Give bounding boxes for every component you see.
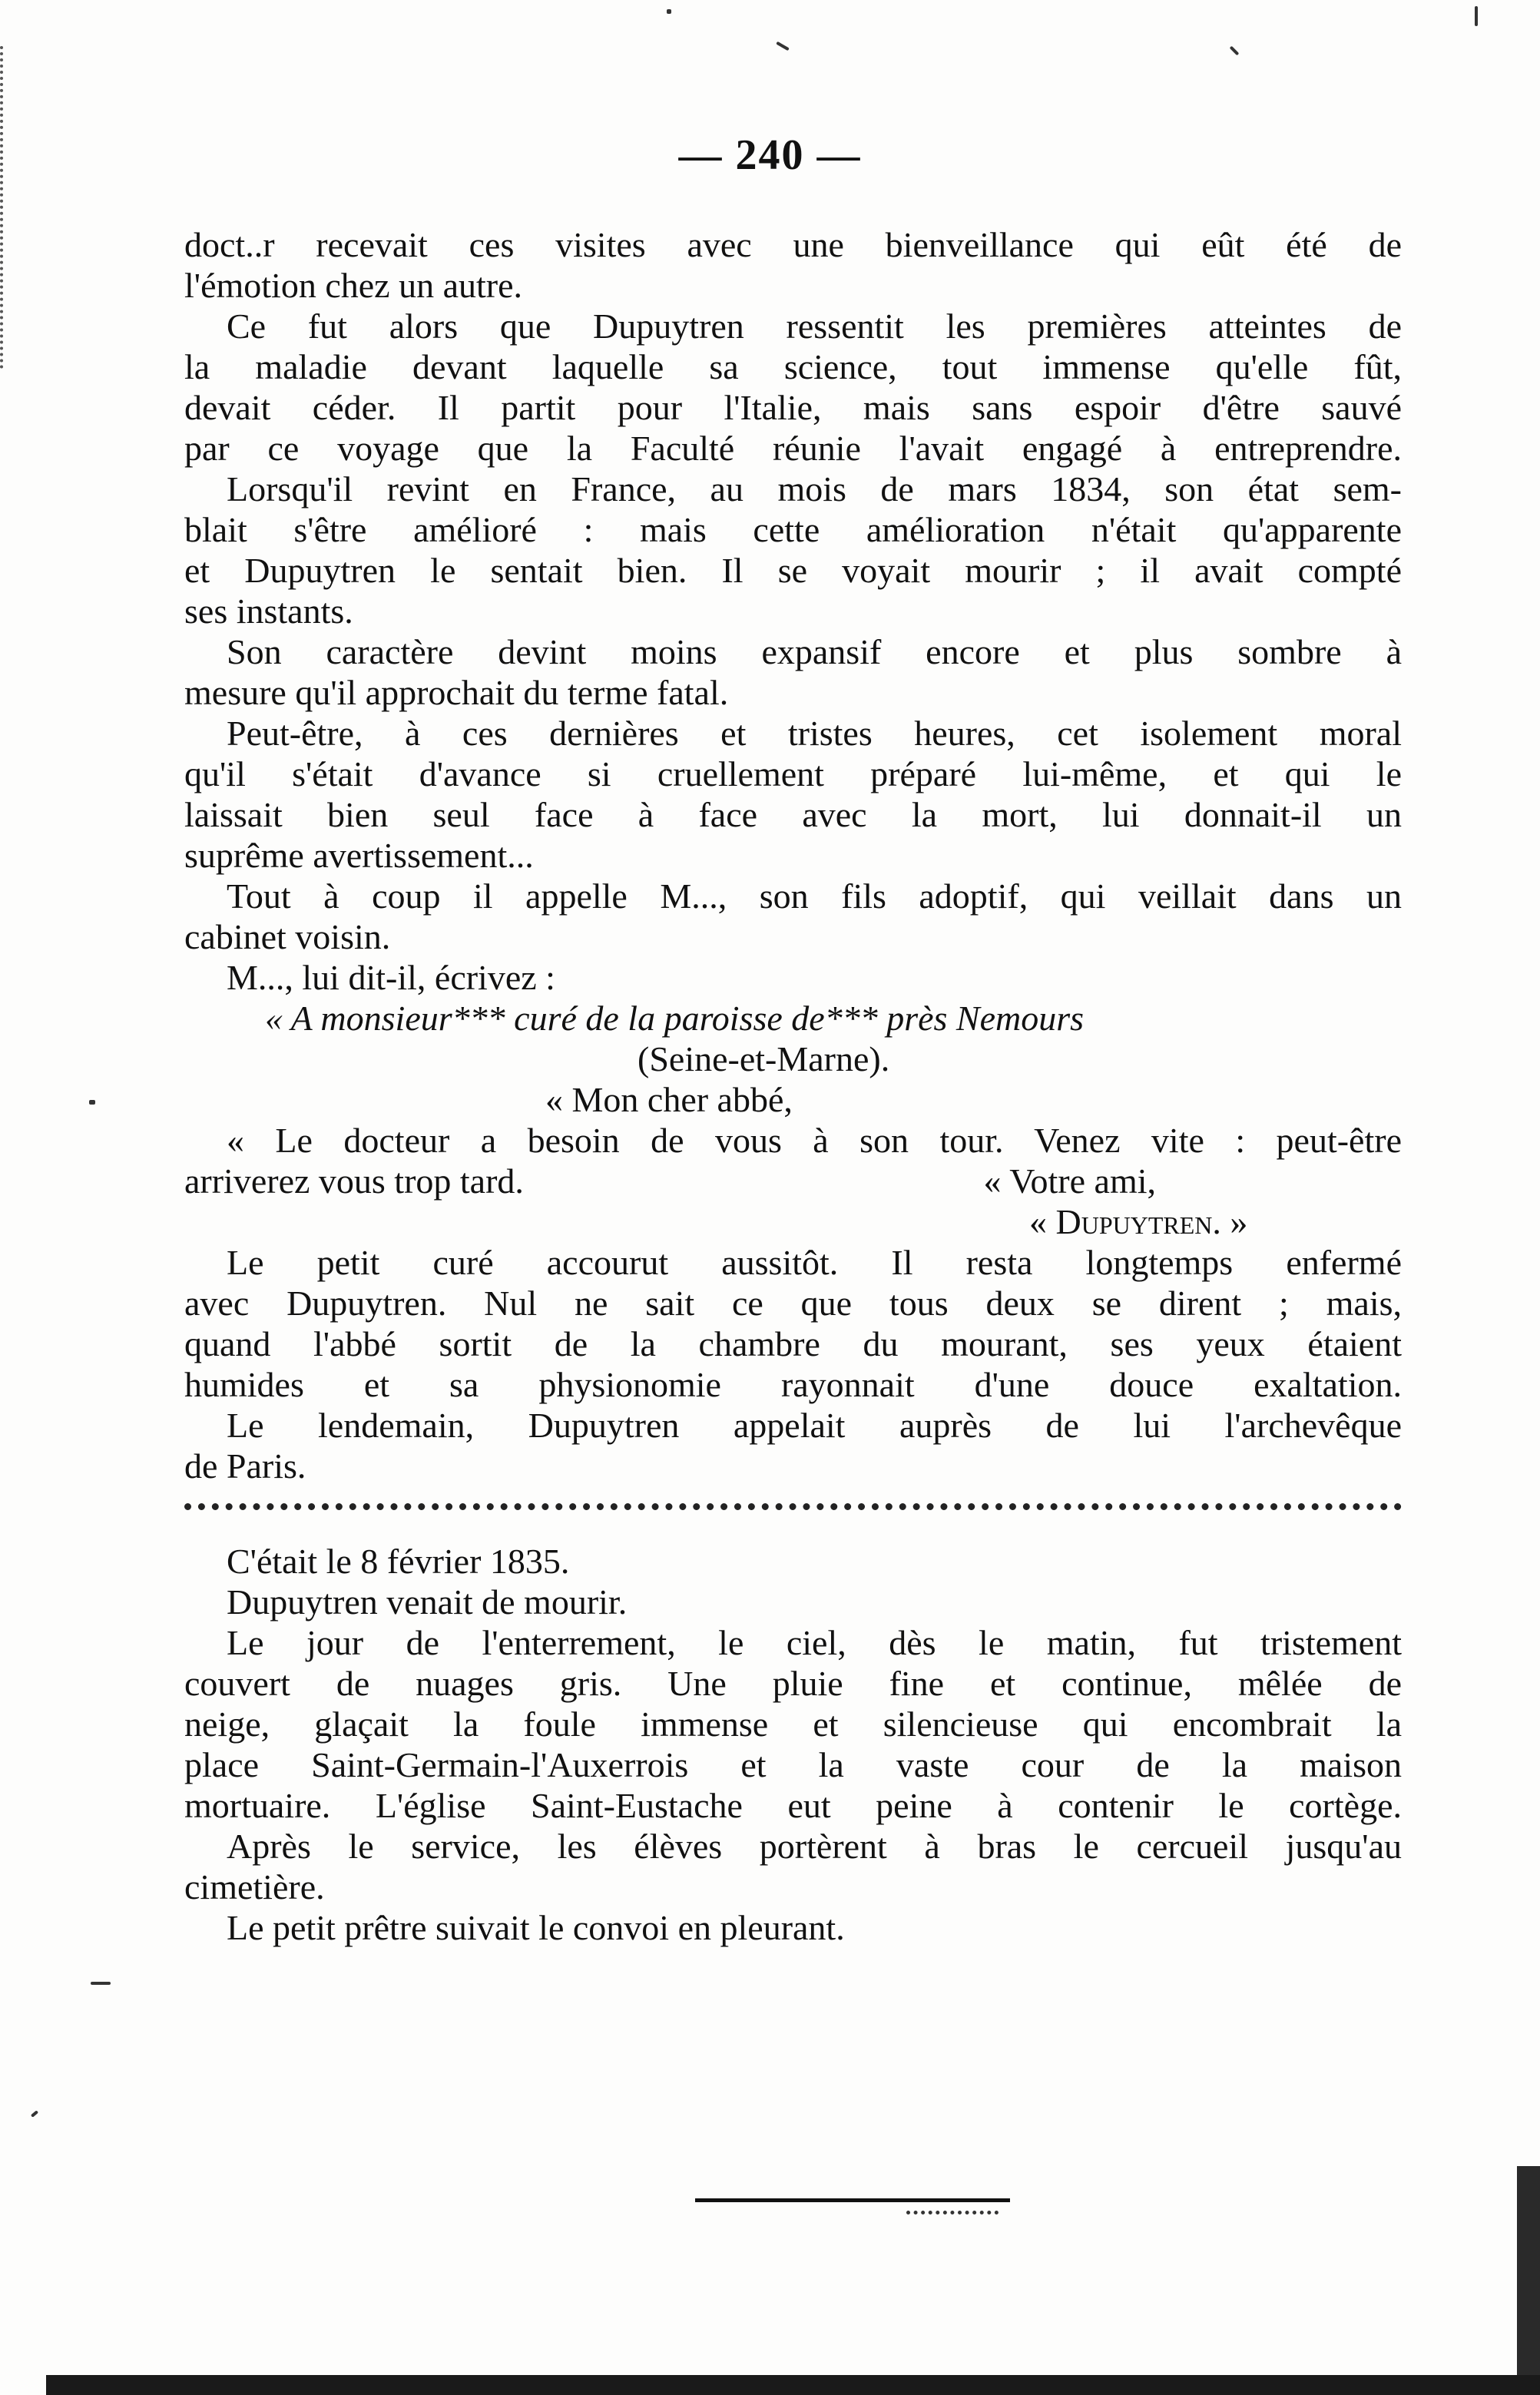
- text-line: Tout à coup il appelle M..., son fils adoptif, qui veillait dans un: [227, 876, 1402, 916]
- letter-body-end: arriverez vous trop tard.: [184, 1161, 524, 1201]
- text-line: mesure qu'il approchait du terme fatal.: [184, 673, 729, 712]
- text-line: qu'il s'était d'avance si cruellement préparé lui-même, et qui le: [184, 754, 1402, 793]
- text-line: Le petit prêtre suivait le convoi en pleurant.: [227, 1908, 845, 1947]
- scan-speck: [89, 1100, 95, 1105]
- text-line: laissait bien seul face à face avec la mort, lui donnait-il un: [184, 795, 1402, 834]
- letter-address: « A monsieur*** curé de la paroisse de*** près Nemours: [265, 999, 1085, 1038]
- text-line: M..., lui dit-il, écrivez :: [227, 958, 555, 997]
- text-line: Dupuytren venait de mourir.: [227, 1582, 628, 1622]
- text-line: Peut-être, à ces dernières et tristes heures, cet isolement moral: [227, 714, 1402, 753]
- text-line: C'était le 8 février 1835.: [227, 1542, 570, 1581]
- scan-edge-left: [0, 46, 8, 369]
- text-line: Le lendemain, Dupuytren appelait auprès de lui l'archevêque: [227, 1406, 1402, 1445]
- scan-speck: [31, 2110, 38, 2117]
- text-line: avec Dupuytren. Nul ne sait ce que tous deux se dirent ; mais,: [184, 1284, 1402, 1323]
- page-body: [184, 224, 1402, 1948]
- letter-salutation: « Mon cher abbé,: [545, 1080, 793, 1119]
- text-line: Après le service, les élèves portèrent à bras le cercueil jusqu'au: [227, 1827, 1402, 1866]
- text-line: Le jour de l'enterrement, le ciel, dès le matin, fut tristement: [227, 1623, 1402, 1662]
- letter-closing: « Votre ami,: [983, 1161, 1156, 1201]
- scan-speck: [1230, 46, 1240, 56]
- text-line: place Saint-Germain-l'Auxerrois et la vaste cour de la maison: [184, 1745, 1402, 1784]
- scan-edge-bottom: [46, 2375, 1540, 2395]
- text-line: et Dupuytren le sentait bien. Il se voyait mourir ; il avait compté: [184, 551, 1402, 590]
- text-line: quand l'abbé sortit de la chambre du mourant, ses yeux étaient: [184, 1324, 1402, 1363]
- section-divider: [184, 1503, 1402, 1518]
- text-line: de Paris.: [184, 1446, 306, 1486]
- scan-speck: [667, 9, 671, 14]
- scan-speck: [91, 1982, 111, 1985]
- letter-address-region: (Seine-et-Marne).: [638, 1039, 890, 1078]
- end-rule-dots: [906, 2211, 999, 2214]
- text-line: par ce voyage que la Faculté réunie l'avait engagé à entreprendre.: [184, 429, 1402, 468]
- letter-body-closing: [184, 1161, 1402, 1201]
- text-line: cabinet voisin.: [184, 917, 391, 956]
- text-line: cimetière.: [184, 1867, 325, 1906]
- text-line: Lorsqu'il revint en France, au mois de mars 1834, son état sem-: [227, 469, 1402, 508]
- dictated-letter: [184, 998, 1402, 1242]
- letter-signature: « Dupuytren. »: [1029, 1202, 1248, 1241]
- text-line: la maladie devant laquelle sa science, tout immense qu'elle fût,: [184, 347, 1402, 386]
- text-line: Son caractère devint moins expansif encore et plus sombre à: [227, 632, 1402, 671]
- text-line: devait céder. Il partit pour l'Italie, mais sans espoir d'être sauvé: [184, 388, 1402, 427]
- text-line: mortuaire. L'église Saint-Eustache eut peine à contenir le cortège.: [184, 1786, 1402, 1825]
- scan-edge-right: [1517, 2166, 1540, 2395]
- text-line: l'émotion chez un autre.: [184, 266, 523, 305]
- end-rule: [695, 2198, 1010, 2202]
- page-number: — 240 —: [678, 131, 862, 179]
- letter-body: « Le docteur a besoin de vous à son tour. Venez vite : peut-être: [227, 1121, 1402, 1160]
- text-line: suprême avertissement...: [184, 836, 534, 875]
- text-line: couvert de nuages gris. Une pluie fine et continue, mêlée de: [184, 1664, 1402, 1703]
- text-line: humides et sa physionomie rayonnait d'une douce exaltation.: [184, 1365, 1402, 1404]
- scan-speck: [776, 41, 790, 51]
- scan-speck: [1475, 6, 1478, 26]
- text-line: neige, glaçait la foule immense et silencieuse qui encombrait la: [184, 1704, 1402, 1744]
- text-line: Le petit curé accourut aussitôt. Il resta longtemps enfermé: [227, 1243, 1402, 1282]
- text-line: doct..r recevait ces visites avec une bienveillance qui eût été de: [184, 225, 1402, 264]
- text-line: blait s'être amélioré : mais cette amélioration n'était qu'apparente: [184, 510, 1402, 549]
- text-line: Ce fut alors que Dupuytren ressentit les premières atteintes de: [227, 306, 1402, 346]
- text-line: ses instants.: [184, 591, 353, 631]
